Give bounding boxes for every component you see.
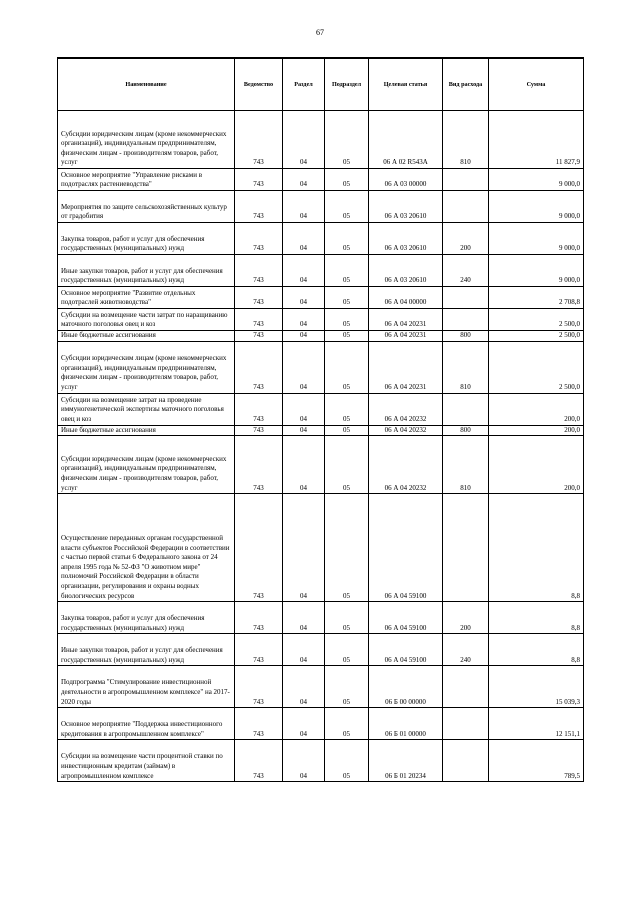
cell-razd: 04 — [283, 666, 325, 708]
cell-sum: 9 000,0 — [489, 169, 584, 191]
cell-ved: 743 — [235, 191, 283, 223]
table-row — [58, 331, 584, 342]
table-header-row — [58, 58, 584, 111]
cell-name: Иные бюджетные ассигнования — [58, 331, 235, 342]
cell-cs: 06 А 04 20232 — [369, 393, 443, 425]
cell-cs: 06 А 03 20610 — [369, 255, 443, 287]
cell-cs: 06 А 04 20232 — [369, 436, 443, 494]
cell-razd: 04 — [283, 393, 325, 425]
header-ved: Ведомство — [235, 58, 283, 111]
cell-razd: 04 — [283, 740, 325, 782]
cell-vr — [443, 494, 489, 602]
cell-cs: 06 А 04 00000 — [369, 287, 443, 309]
cell-sum: 15 039,3 — [489, 666, 584, 708]
cell-name: Мероприятия по защите сельскохозяйственных культур от градобития — [58, 191, 235, 223]
cell-cs: 06 А 04 59100 — [369, 634, 443, 666]
cell-cs: 06 А 04 20232 — [369, 425, 443, 436]
cell-vr: 240 — [443, 255, 489, 287]
cell-ved: 743 — [235, 666, 283, 708]
cell-ved: 743 — [235, 341, 283, 393]
table-row — [58, 341, 584, 393]
cell-name: Иные бюджетные ассигнования — [58, 425, 235, 436]
header-name: Наименование — [58, 58, 235, 111]
cell-podr: 05 — [325, 341, 369, 393]
cell-podr: 05 — [325, 111, 369, 169]
cell-name: Подпрограмма "Стимулирование инвестиционной деятельности в агропромышленном комплексе" на 2017-2020 годы — [58, 666, 235, 708]
table-row — [58, 191, 584, 223]
cell-razd: 04 — [283, 436, 325, 494]
cell-razd: 04 — [283, 331, 325, 342]
cell-name: Субсидии юридическим лицам (кроме некоммерческих организаций), индивидуальным предпринимателям, физическим лицам - производителям товаров, работ, услуг — [58, 111, 235, 169]
cell-name: Иные закупки товаров, работ и услуг для обеспечения государственных (муниципальных) нужд — [58, 634, 235, 666]
cell-vr: 810 — [443, 436, 489, 494]
cell-cs: 06 А 02 R543А — [369, 111, 443, 169]
cell-vr: 810 — [443, 341, 489, 393]
cell-podr: 05 — [325, 287, 369, 309]
table-row — [58, 708, 584, 740]
cell-sum: 9 000,0 — [489, 191, 584, 223]
header-cs: Целевая статья — [369, 58, 443, 111]
cell-cs: 06 А 03 20610 — [369, 223, 443, 255]
page-number: 67 — [316, 28, 324, 37]
cell-podr: 05 — [325, 708, 369, 740]
header-vr: Вид расхода — [443, 58, 489, 111]
cell-razd: 04 — [283, 634, 325, 666]
cell-cs: 06 А 04 20231 — [369, 309, 443, 331]
cell-vr: 800 — [443, 425, 489, 436]
cell-razd: 04 — [283, 602, 325, 634]
cell-cs: 06 А 03 20610 — [369, 191, 443, 223]
cell-cs: 06 Б 01 00000 — [369, 708, 443, 740]
cell-ved: 743 — [235, 393, 283, 425]
table-row — [58, 602, 584, 634]
cell-razd: 04 — [283, 111, 325, 169]
cell-sum: 200,0 — [489, 393, 584, 425]
cell-ved: 743 — [235, 436, 283, 494]
table-row — [58, 666, 584, 708]
cell-sum: 2 500,0 — [489, 331, 584, 342]
cell-razd: 04 — [283, 708, 325, 740]
header-podr: Подраздел — [325, 58, 369, 111]
cell-ved: 743 — [235, 223, 283, 255]
cell-vr — [443, 708, 489, 740]
cell-sum: 200,0 — [489, 425, 584, 436]
header-sum: Сумма — [489, 58, 584, 111]
table-row — [58, 740, 584, 782]
budget-table — [57, 57, 584, 782]
cell-name: Субсидии на возмещение части процентной ставки по инвестиционным кредитам (займам) в агропромышленном комплексе — [58, 740, 235, 782]
cell-podr: 05 — [325, 309, 369, 331]
table-row — [58, 425, 584, 436]
cell-ved: 743 — [235, 634, 283, 666]
cell-ved: 743 — [235, 740, 283, 782]
cell-ved: 743 — [235, 708, 283, 740]
cell-sum: 2 708,8 — [489, 287, 584, 309]
cell-podr: 05 — [325, 634, 369, 666]
cell-razd: 04 — [283, 223, 325, 255]
cell-ved: 743 — [235, 331, 283, 342]
cell-ved: 743 — [235, 309, 283, 331]
cell-vr — [443, 393, 489, 425]
cell-name: Субсидии юридическим лицам (кроме некоммерческих организаций), индивидуальным предпринимателям, физическим лицам - производителям товаров, работ, услуг — [58, 436, 235, 494]
cell-vr: 800 — [443, 331, 489, 342]
cell-podr: 05 — [325, 666, 369, 708]
cell-vr: 200 — [443, 223, 489, 255]
table-row — [58, 436, 584, 494]
cell-razd: 04 — [283, 191, 325, 223]
cell-cs: 06 А 04 20231 — [369, 341, 443, 393]
table-row — [58, 393, 584, 425]
cell-ved: 743 — [235, 111, 283, 169]
table-row — [58, 223, 584, 255]
cell-razd: 04 — [283, 309, 325, 331]
cell-razd: 04 — [283, 341, 325, 393]
cell-sum: 8,8 — [489, 634, 584, 666]
cell-cs: 06 Б 00 00000 — [369, 666, 443, 708]
cell-razd: 04 — [283, 255, 325, 287]
cell-cs: 06 А 03 00000 — [369, 169, 443, 191]
cell-name: Субсидии юридическим лицам (кроме некоммерческих организаций), индивидуальным предпринимателям, физическим лицам - производителям товаров, работ, услуг — [58, 341, 235, 393]
cell-ved: 743 — [235, 425, 283, 436]
cell-ved: 743 — [235, 169, 283, 191]
cell-podr: 05 — [325, 425, 369, 436]
table-row — [58, 309, 584, 331]
cell-sum: 2 500,0 — [489, 341, 584, 393]
cell-ved: 743 — [235, 602, 283, 634]
cell-cs: 06 А 04 59100 — [369, 602, 443, 634]
cell-sum: 2 500,0 — [489, 309, 584, 331]
cell-cs: 06 А 04 20231 — [369, 331, 443, 342]
cell-ved: 743 — [235, 494, 283, 602]
cell-cs: 06 А 04 59100 — [369, 494, 443, 602]
cell-podr: 05 — [325, 602, 369, 634]
cell-vr — [443, 169, 489, 191]
table-row — [58, 287, 584, 309]
cell-podr: 05 — [325, 494, 369, 602]
cell-razd: 04 — [283, 287, 325, 309]
cell-vr: 810 — [443, 111, 489, 169]
header-razd: Раздел — [283, 58, 325, 111]
cell-sum: 200,0 — [489, 436, 584, 494]
cell-podr: 05 — [325, 223, 369, 255]
cell-vr: 200 — [443, 602, 489, 634]
cell-name: Основное мероприятие "Развитие отдельных подотраслей животноводства" — [58, 287, 235, 309]
cell-sum: 8,8 — [489, 602, 584, 634]
cell-name: Иные закупки товаров, работ и услуг для обеспечения государственных (муниципальных) нужд — [58, 255, 235, 287]
table-row — [58, 494, 584, 602]
cell-sum: 9 000,0 — [489, 255, 584, 287]
cell-podr: 05 — [325, 331, 369, 342]
cell-podr: 05 — [325, 255, 369, 287]
cell-ved: 743 — [235, 255, 283, 287]
cell-vr — [443, 666, 489, 708]
cell-razd: 04 — [283, 425, 325, 436]
cell-sum: 11 827,9 — [489, 111, 584, 169]
cell-name: Закупка товаров, работ и услуг для обеспечения государственных (муниципальных) нужд — [58, 223, 235, 255]
table-row — [58, 111, 584, 169]
cell-ved: 743 — [235, 287, 283, 309]
table-row — [58, 634, 584, 666]
table-row — [58, 169, 584, 191]
cell-vr — [443, 740, 489, 782]
cell-podr: 05 — [325, 169, 369, 191]
cell-podr: 05 — [325, 393, 369, 425]
cell-name: Субсидии на возмещение затрат на проведение иммуногенетической экспертизы маточного поголовья овец и коз — [58, 393, 235, 425]
cell-sum: 789,5 — [489, 740, 584, 782]
cell-cs: 06 Б 01 20234 — [369, 740, 443, 782]
cell-name: Осуществление переданных органам государственной власти субъектов Российской Федерации в соответствии с частью первой статьи 6 Федерального закона от 24 апреля 1995 года № 52-ФЗ "О животном мире" полномочий Российской Федерации в области организации, регулирования и охраны водных биологических ресурсов — [58, 494, 235, 602]
cell-vr — [443, 287, 489, 309]
cell-razd: 04 — [283, 169, 325, 191]
cell-podr: 05 — [325, 436, 369, 494]
cell-name: Закупка товаров, работ и услуг для обеспечения государственных (муниципальных) нужд — [58, 602, 235, 634]
cell-podr: 05 — [325, 740, 369, 782]
cell-name: Субсидии на возмещение части затрат по наращиванию маточного поголовья овец и коз — [58, 309, 235, 331]
cell-sum: 8,8 — [489, 494, 584, 602]
table-row — [58, 255, 584, 287]
cell-vr: 240 — [443, 634, 489, 666]
cell-sum: 12 151,1 — [489, 708, 584, 740]
cell-name: Основное мероприятие "Управление рисками в подотраслях растениеводства" — [58, 169, 235, 191]
cell-razd: 04 — [283, 494, 325, 602]
cell-sum: 9 000,0 — [489, 223, 584, 255]
cell-vr — [443, 191, 489, 223]
cell-name: Основное мероприятие "Поддержка инвестиционного кредитования в агропромышленном комплексе" — [58, 708, 235, 740]
cell-vr — [443, 309, 489, 331]
cell-podr: 05 — [325, 191, 369, 223]
